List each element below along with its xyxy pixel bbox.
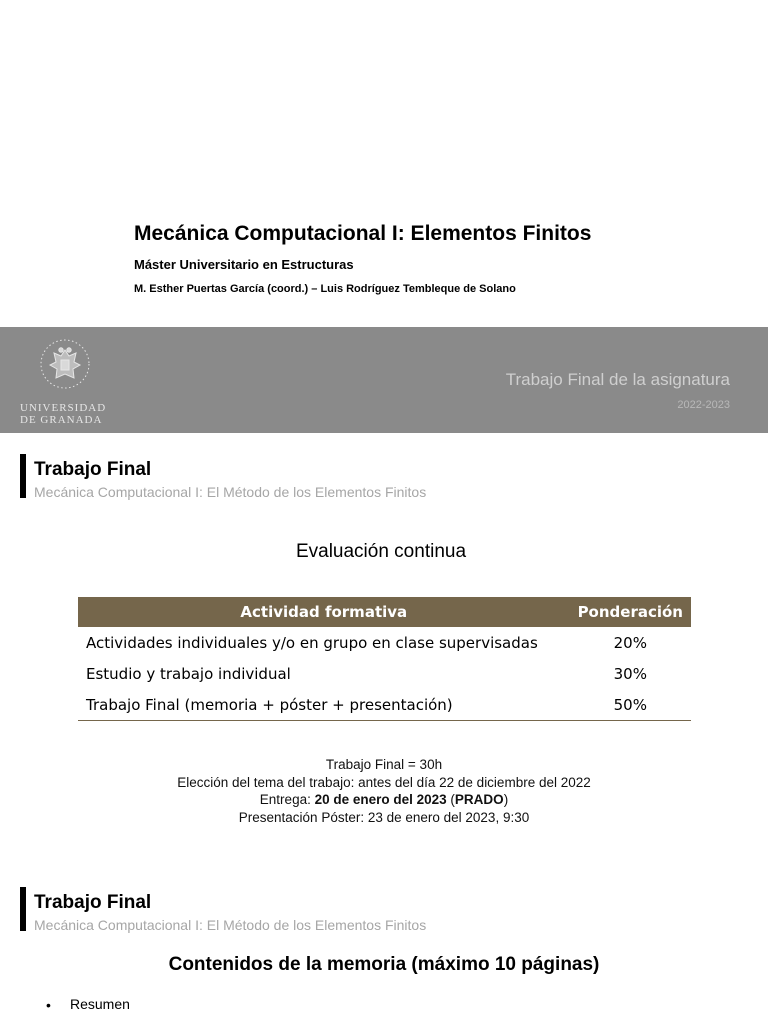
section-subtitle: Mecánica Computacional I: El Método de los Elementos Finitos	[34, 484, 427, 500]
document-title: Mecánica Computacional I: Elementos Finitos	[134, 222, 592, 245]
bullet-icon: •	[46, 997, 51, 1013]
section-accent-bar	[20, 887, 26, 931]
column-header-activity: Actividad formativa	[78, 597, 570, 627]
academic-year: 2022-2023	[677, 399, 730, 411]
paren-close: )	[503, 792, 509, 807]
granada-crest-icon	[36, 338, 94, 390]
table-header-row	[78, 597, 691, 627]
list-item: Resumen	[70, 996, 130, 1012]
topic-deadline-line: Elección del tema del trabajo: antes del día 22 de diciembre del 2022	[177, 774, 591, 790]
section-title: Trabajo Final	[34, 892, 152, 913]
submission-platform: PRADO	[454, 792, 504, 807]
paren-open: (	[446, 792, 455, 807]
contents-heading: Contenidos de la memoria (máximo 10 páginas)	[168, 954, 600, 975]
table-row	[78, 658, 691, 689]
activity-cell: Estudio y trabajo individual	[86, 664, 291, 683]
section-accent-bar	[20, 454, 26, 498]
deadline-info	[0, 756, 768, 826]
program-subtitle: Máster Universitario en Estructuras	[134, 257, 354, 272]
poster-presentation-line: Presentación Póster: 23 de enero del 2023, 9:30	[238, 809, 530, 825]
evaluation-heading: Evaluación continua	[295, 541, 467, 562]
evaluation-table	[78, 597, 691, 721]
section-title: Trabajo Final	[34, 459, 152, 480]
weight-cell: 20%	[613, 633, 647, 652]
authors-line: M. Esther Puertas García (coord.) – Luis Rodríguez Tembleque de Solano	[134, 283, 516, 295]
weight-cell: 30%	[613, 664, 647, 683]
weight-cell: 50%	[570, 689, 691, 721]
university-name-line1: UNIVERSIDAD	[20, 402, 107, 414]
submission-line	[0, 791, 768, 809]
activity-cell: Actividades individuales y/o en grupo en clase supervisadas	[86, 633, 538, 652]
submission-label: Entrega:	[259, 792, 315, 807]
table-row	[78, 627, 691, 658]
activity-cell: Trabajo Final (memoria + póster + presentación)	[78, 689, 570, 721]
university-name-line2: DE GRANADA	[20, 414, 103, 426]
column-header-weight: Ponderación	[570, 597, 691, 627]
banner-title: Trabajo Final de la asignatura	[505, 370, 730, 389]
section-subtitle: Mecánica Computacional I: El Método de los Elementos Finitos	[34, 917, 427, 933]
workload-line: Trabajo Final = 30h	[325, 757, 443, 772]
table-row	[78, 689, 691, 721]
submission-date: 20 de enero del 2023	[314, 792, 447, 807]
